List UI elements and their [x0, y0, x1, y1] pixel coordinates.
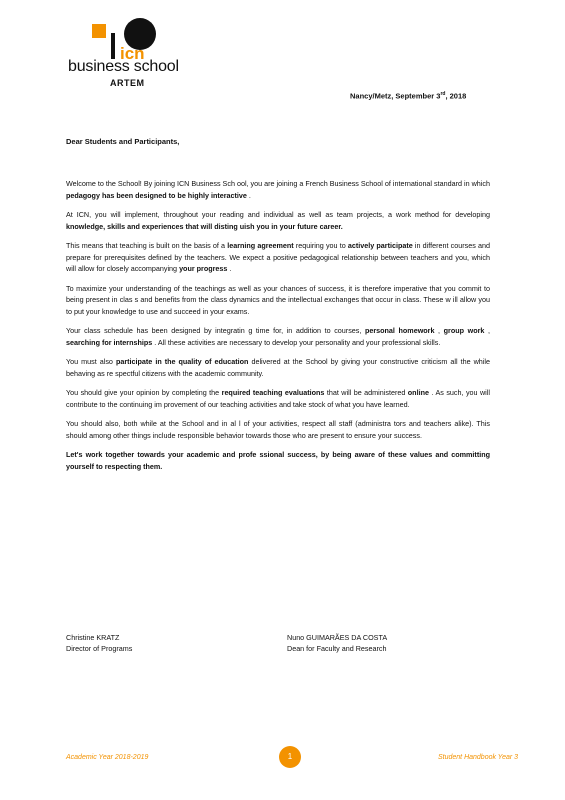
- paragraph-bold-text: required teaching evaluations: [221, 388, 325, 397]
- signature-left-title: Director of Programs: [66, 644, 133, 653]
- paragraph-text: .: [227, 264, 232, 273]
- paragraph-text: delivered at the School by giving your constructive criticism all the while behaving as re spectful citizens with the academic community.: [66, 357, 490, 378]
- paragraph-text: in different courses and prepare for prerequisites defined by the teachers. We expect a positive pedagogical relationship between teachers and you, which will allow for closely accompanying: [66, 241, 490, 273]
- paragraph-text: . All these activities are necessary to develop your personality and your professional skills.: [152, 337, 441, 347]
- paragraph-8: [66, 418, 490, 441]
- paragraph-bold-text: group work: [443, 326, 485, 335]
- paragraph-7: [66, 387, 490, 410]
- signature-left: [66, 632, 132, 654]
- letter-body: [66, 178, 490, 480]
- paragraph-bold-text: learning agreement: [227, 241, 294, 250]
- paragraph-bold-text: Let's work together towards your academic and profe ssional success, by being aware of these values and committing yourself to respecting them.: [66, 450, 490, 471]
- paragraph-bold-text: online: [407, 388, 429, 397]
- paragraph-text: . As such, you will contribute to the continuing im provement of our teaching activities and take stock of what you have learned.: [66, 388, 490, 409]
- paragraph-bold-text: knowledge, skills and experiences that will disting uish you in your future career.: [66, 221, 343, 231]
- paragraph-4: [66, 283, 490, 318]
- paragraph-9: [66, 449, 490, 472]
- footer-academic-year: Academic Year 2018-2019: [66, 754, 149, 761]
- paragraph-text: ,: [434, 326, 444, 335]
- paragraph-3: [66, 240, 490, 275]
- paragraph-5: [66, 325, 490, 348]
- date-prefix: Nancy/Metz, September 3: [350, 91, 441, 101]
- paragraph-2: [66, 209, 490, 232]
- signature-right: [287, 632, 387, 654]
- logo-black-bar: [111, 33, 115, 59]
- paragraph-text: Your class schedule has been designed by integratin g time for, in addition to courses,: [66, 326, 365, 335]
- salutation: Dear Students and Participants,: [66, 137, 180, 146]
- paragraph-text: You should give your opinion by completing the: [66, 388, 222, 397]
- paragraph-text: .: [246, 190, 251, 200]
- logo-orange-square: [92, 24, 106, 38]
- paragraph-bold-text: searching for internships: [66, 337, 153, 347]
- signature-right-name: Nuno GUIMARÃES DA COSTA: [287, 633, 388, 642]
- logo-icn-text: icn: [120, 44, 145, 63]
- paragraph-text: ,: [484, 326, 490, 335]
- paragraph-text: that will be administered: [324, 388, 408, 397]
- paragraph-bold-text: your progress: [179, 264, 228, 273]
- paragraph-1: [66, 178, 490, 201]
- icn-logo: [64, 18, 194, 94]
- signature-right-title: Dean for Faculty and Research: [287, 644, 387, 653]
- paragraph-text: At ICN, you will implement, throughout your reading and individual as well as team projects, a work method for developing: [66, 210, 490, 219]
- paragraph-bold-text: pedagogy has been designed to be highly interactive: [66, 190, 247, 200]
- paragraph-text: You should also, both while at the School and in al l of your activities, respect all staff (administra tors and teachers alike). This should among other things include responsible behavior towards those who are present to ensure your success.: [66, 419, 490, 440]
- date-year: , 2018: [445, 91, 467, 101]
- paragraph-text: To maximize your understanding of the teachings as well as your chances of success, it is therefore imperative that you commit to being present in clas s and benefits from the class dynamics and the intellectual exchanges that occur in class. These w ill allow you to put your knowledge to use and succeed in your exams.: [66, 283, 490, 316]
- signature-left-name: Christine KRATZ: [66, 633, 120, 642]
- paragraph-6: [66, 356, 490, 379]
- paragraph-text: requiring you to: [293, 241, 348, 250]
- paragraph-bold-text: participate in the quality of education: [115, 357, 249, 366]
- page-number: 1: [279, 746, 301, 768]
- paragraph-text: This means that teaching is built on the basis of a: [66, 241, 228, 250]
- paragraph-bold-text: actively participate: [347, 241, 413, 250]
- paragraph-text: Welcome to the School! By joining ICN Business Sch ool, you are joining a French Business School of international standard in which: [66, 179, 490, 188]
- paragraph-text: You must also: [66, 357, 116, 366]
- date-suffix: rd: [440, 91, 446, 97]
- logo-business-school-text: business school: [68, 58, 179, 75]
- letter-date: [350, 91, 466, 101]
- footer-handbook: Student Handbook Year 3: [438, 754, 519, 761]
- paragraph-bold-text: personal homework: [364, 326, 435, 335]
- logo-artem-text: ARTEM: [110, 78, 145, 88]
